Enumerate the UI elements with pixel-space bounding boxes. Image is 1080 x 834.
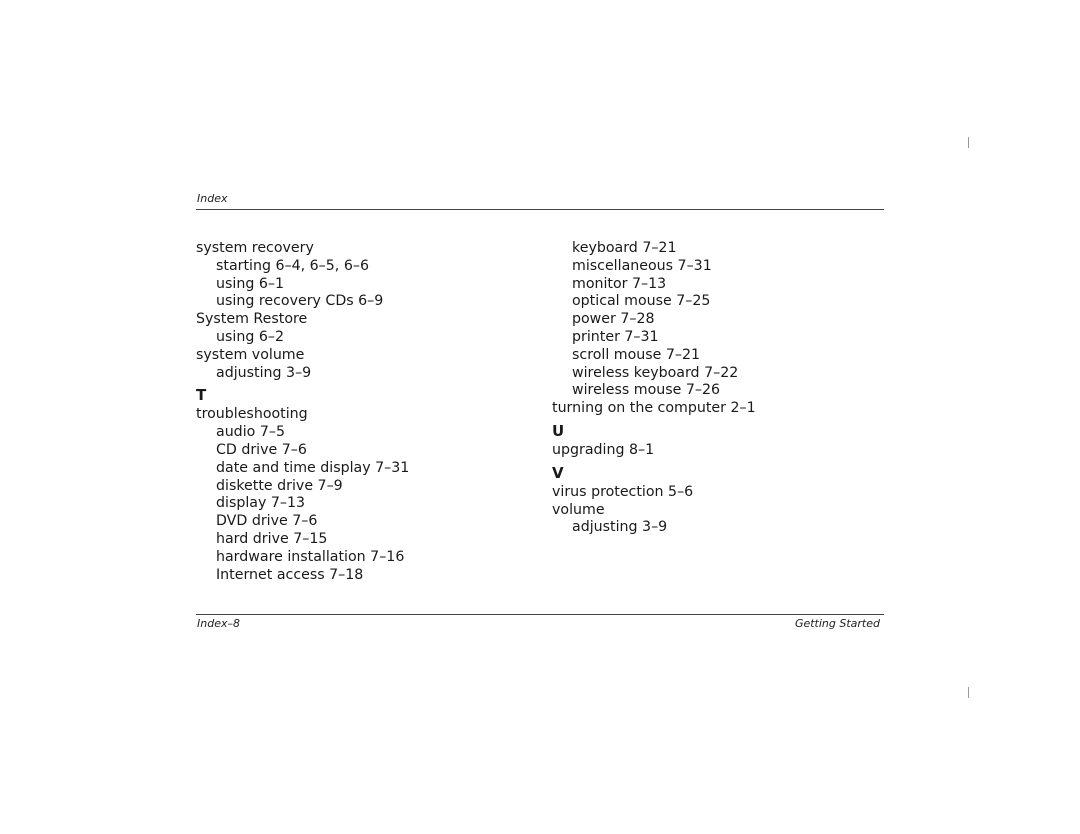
index-subentry: using recovery CDs 6–9 xyxy=(216,293,384,310)
index-subentry: adjusting 3–9 xyxy=(572,519,668,536)
index-entry: System Restore xyxy=(196,311,308,328)
index-subentry: hard drive 7–15 xyxy=(216,530,328,547)
running-header: Index xyxy=(197,192,228,205)
index-subentry: using 6–1 xyxy=(216,275,284,292)
index-entry: system volume xyxy=(196,346,305,363)
index-subentry: printer 7–31 xyxy=(572,328,659,345)
index-subentry: audio 7–5 xyxy=(216,424,285,441)
index-subentry: power 7–28 xyxy=(572,311,655,328)
index-subentry: optical mouse 7–25 xyxy=(572,293,711,310)
index-subentry: diskette drive 7–9 xyxy=(216,477,343,494)
index-entry: volume xyxy=(552,501,605,518)
index-entry: turning on the computer 2–1 xyxy=(552,400,756,417)
index-subentry: starting 6–4, 6–5, 6–6 xyxy=(216,257,369,274)
index-subentry: DVD drive 7–6 xyxy=(216,513,318,530)
crop-mark-top xyxy=(968,137,969,148)
index-subentry: wireless keyboard 7–22 xyxy=(572,364,739,381)
crop-mark-bottom xyxy=(968,687,969,698)
index-subentry: date and time display 7–31 xyxy=(216,459,410,476)
footer-rule xyxy=(196,614,884,615)
header-rule xyxy=(196,209,884,210)
book-title: Getting Started xyxy=(794,617,880,630)
index-entry: virus protection 5–6 xyxy=(552,483,694,500)
index-subentry: Internet access 7–18 xyxy=(216,566,364,583)
index-subentry: keyboard 7–21 xyxy=(572,240,677,256)
index-section-letter: T xyxy=(196,386,207,405)
index-entry: system recovery xyxy=(196,240,314,256)
index-subentry: using 6–2 xyxy=(216,328,284,345)
index-entry: troubleshooting xyxy=(196,406,308,423)
index-column-left xyxy=(196,240,409,584)
index-subentry: hardware installation 7–16 xyxy=(216,548,405,565)
index-section-letter: V xyxy=(552,463,564,482)
index-column-right xyxy=(552,240,756,537)
index-subentry: wireless mouse 7–26 xyxy=(572,382,721,399)
index-subentry: CD drive 7–6 xyxy=(216,441,307,458)
page-number: Index–8 xyxy=(197,617,240,630)
index-subentry: adjusting 3–9 xyxy=(216,364,312,381)
index-entry: upgrading 8–1 xyxy=(552,441,655,458)
index-subentry: scroll mouse 7–21 xyxy=(572,346,701,363)
index-section-letter: U xyxy=(552,421,565,440)
index-subentry: miscellaneous 7–31 xyxy=(572,257,712,274)
index-subentry: monitor 7–13 xyxy=(572,275,667,292)
index-subentry: display 7–13 xyxy=(216,495,306,512)
